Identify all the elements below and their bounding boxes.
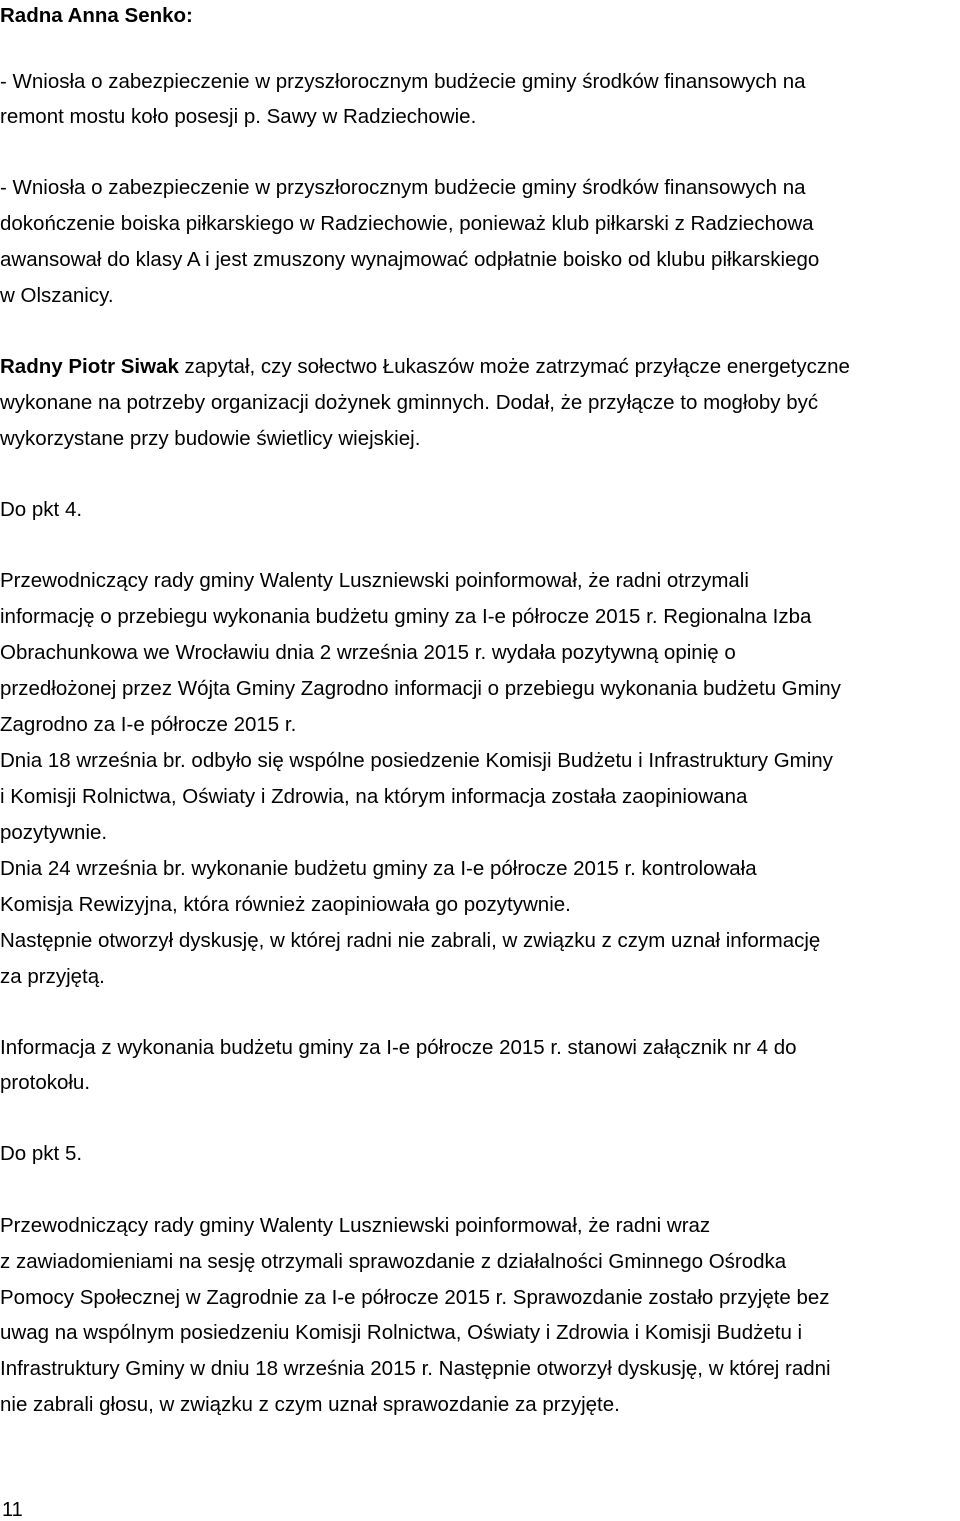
paragraph-text: zapytał, czy sołectwo Łukaszów może zatrzymać przyłącze energetyczne: [178, 355, 850, 378]
paragraph-line: nie zabrali głosu, w związku z czym uznał sprawozdanie za przyjęte.: [0, 1393, 620, 1416]
section-heading: Do pkt 4.: [0, 498, 83, 521]
paragraph-line: Dnia 24 września br. wykonanie budżetu gminy za I-e półrocze 2015 r. kontrolowała: [0, 857, 757, 880]
paragraph-line: Informacja z wykonania budżetu gminy za I-e półrocze 2015 r. stanowi załącznik nr 4 do: [0, 1036, 797, 1059]
paragraph-line: wykonane na potrzeby organizacji dożynek gminnych. Dodał, że przyłącze to mogłoby być: [0, 391, 819, 414]
speaker-heading: Radna Anna Senko:: [0, 4, 193, 27]
paragraph-line: Dnia 18 września br. odbyło się wspólne posiedzenie Komisji Budżetu i Infrastruktury Gminy: [0, 749, 833, 772]
paragraph-line: Obrachunkowa we Wrocławiu dnia 2 września 2015 r. wydała pozytywną opinię o: [0, 641, 736, 664]
paragraph-line: informację o przebiegu wykonania budżetu gminy za I-e półrocze 2015 r. Regionalna Izba: [0, 605, 812, 628]
paragraph-line: [0, 355, 850, 379]
paragraph-line: w Olszanicy.: [0, 284, 114, 307]
paragraph-line: protokołu.: [0, 1071, 91, 1094]
paragraph-line: dokończenie boiska piłkarskiego w Radziechowie, ponieważ klub piłkarski z Radziechowa: [0, 212, 814, 235]
paragraph-line: za przyjętą.: [0, 965, 105, 988]
paragraph-line: przedłożonej przez Wójta Gminy Zagrodno informacji o przebiegu wykonania budżetu Gminy: [0, 677, 841, 700]
paragraph-line: z zawiadomieniami na sesję otrzymali sprawozdanie z działalności Gminnego Ośrodka: [0, 1250, 787, 1273]
paragraph-line: - Wniosła o zabezpieczenie w przyszłorocznym budżecie gminy środków finansowych na: [0, 176, 806, 199]
paragraph-line: pozytywnie.: [0, 821, 108, 844]
page-number: 11: [2, 1499, 23, 1521]
paragraph-line: Przewodniczący rady gminy Walenty Luszniewski poinformował, że radni wraz: [0, 1214, 711, 1237]
paragraph-line: remont mostu koło posesji p. Sawy w Radziechowie.: [0, 105, 477, 128]
paragraph-line: wykorzystane przy budowie świetlicy wiejskiej.: [0, 427, 421, 450]
paragraph-line: Zagrodno za I-e półrocze 2015 r.: [0, 713, 297, 736]
paragraph-line: i Komisji Rolnictwa, Oświaty i Zdrowia, na którym informacja została zaopiniowana: [0, 785, 748, 808]
paragraph-line: Następnie otworzył dyskusję, w której radni nie zabrali, w związku z czym uznał informację: [0, 929, 821, 952]
paragraph-line: Infrastruktury Gminy w dniu 18 września 2015 r. Następnie otworzył dyskusję, w której radni: [0, 1357, 831, 1380]
paragraph-line: Pomocy Społecznej w Zagrodnie za I-e półrocze 2015 r. Sprawozdanie zostało przyjęte bez: [0, 1286, 830, 1309]
paragraph-line: uwag na wspólnym posiedzeniu Komisji Rolnictwa, Oświaty i Zdrowia i Komisji Budżetu i: [0, 1321, 803, 1344]
paragraph-line: awansował do klasy A i jest zmuszony wynajmować odpłatnie boisko od klubu piłkarskiego: [0, 248, 820, 271]
paragraph-line: Przewodniczący rady gminy Walenty Luszniewski poinformował, że radni otrzymali: [0, 569, 749, 592]
paragraph-line: - Wniosła o zabezpieczenie w przyszłorocznym budżecie gminy środków finansowych na: [0, 70, 806, 93]
paragraph-line: Komisja Rewizyjna, która również zaopiniowała go pozytywnie.: [0, 893, 571, 916]
speaker-name: Radny Piotr Siwak: [0, 355, 179, 378]
section-heading: Do pkt 5.: [0, 1142, 83, 1165]
